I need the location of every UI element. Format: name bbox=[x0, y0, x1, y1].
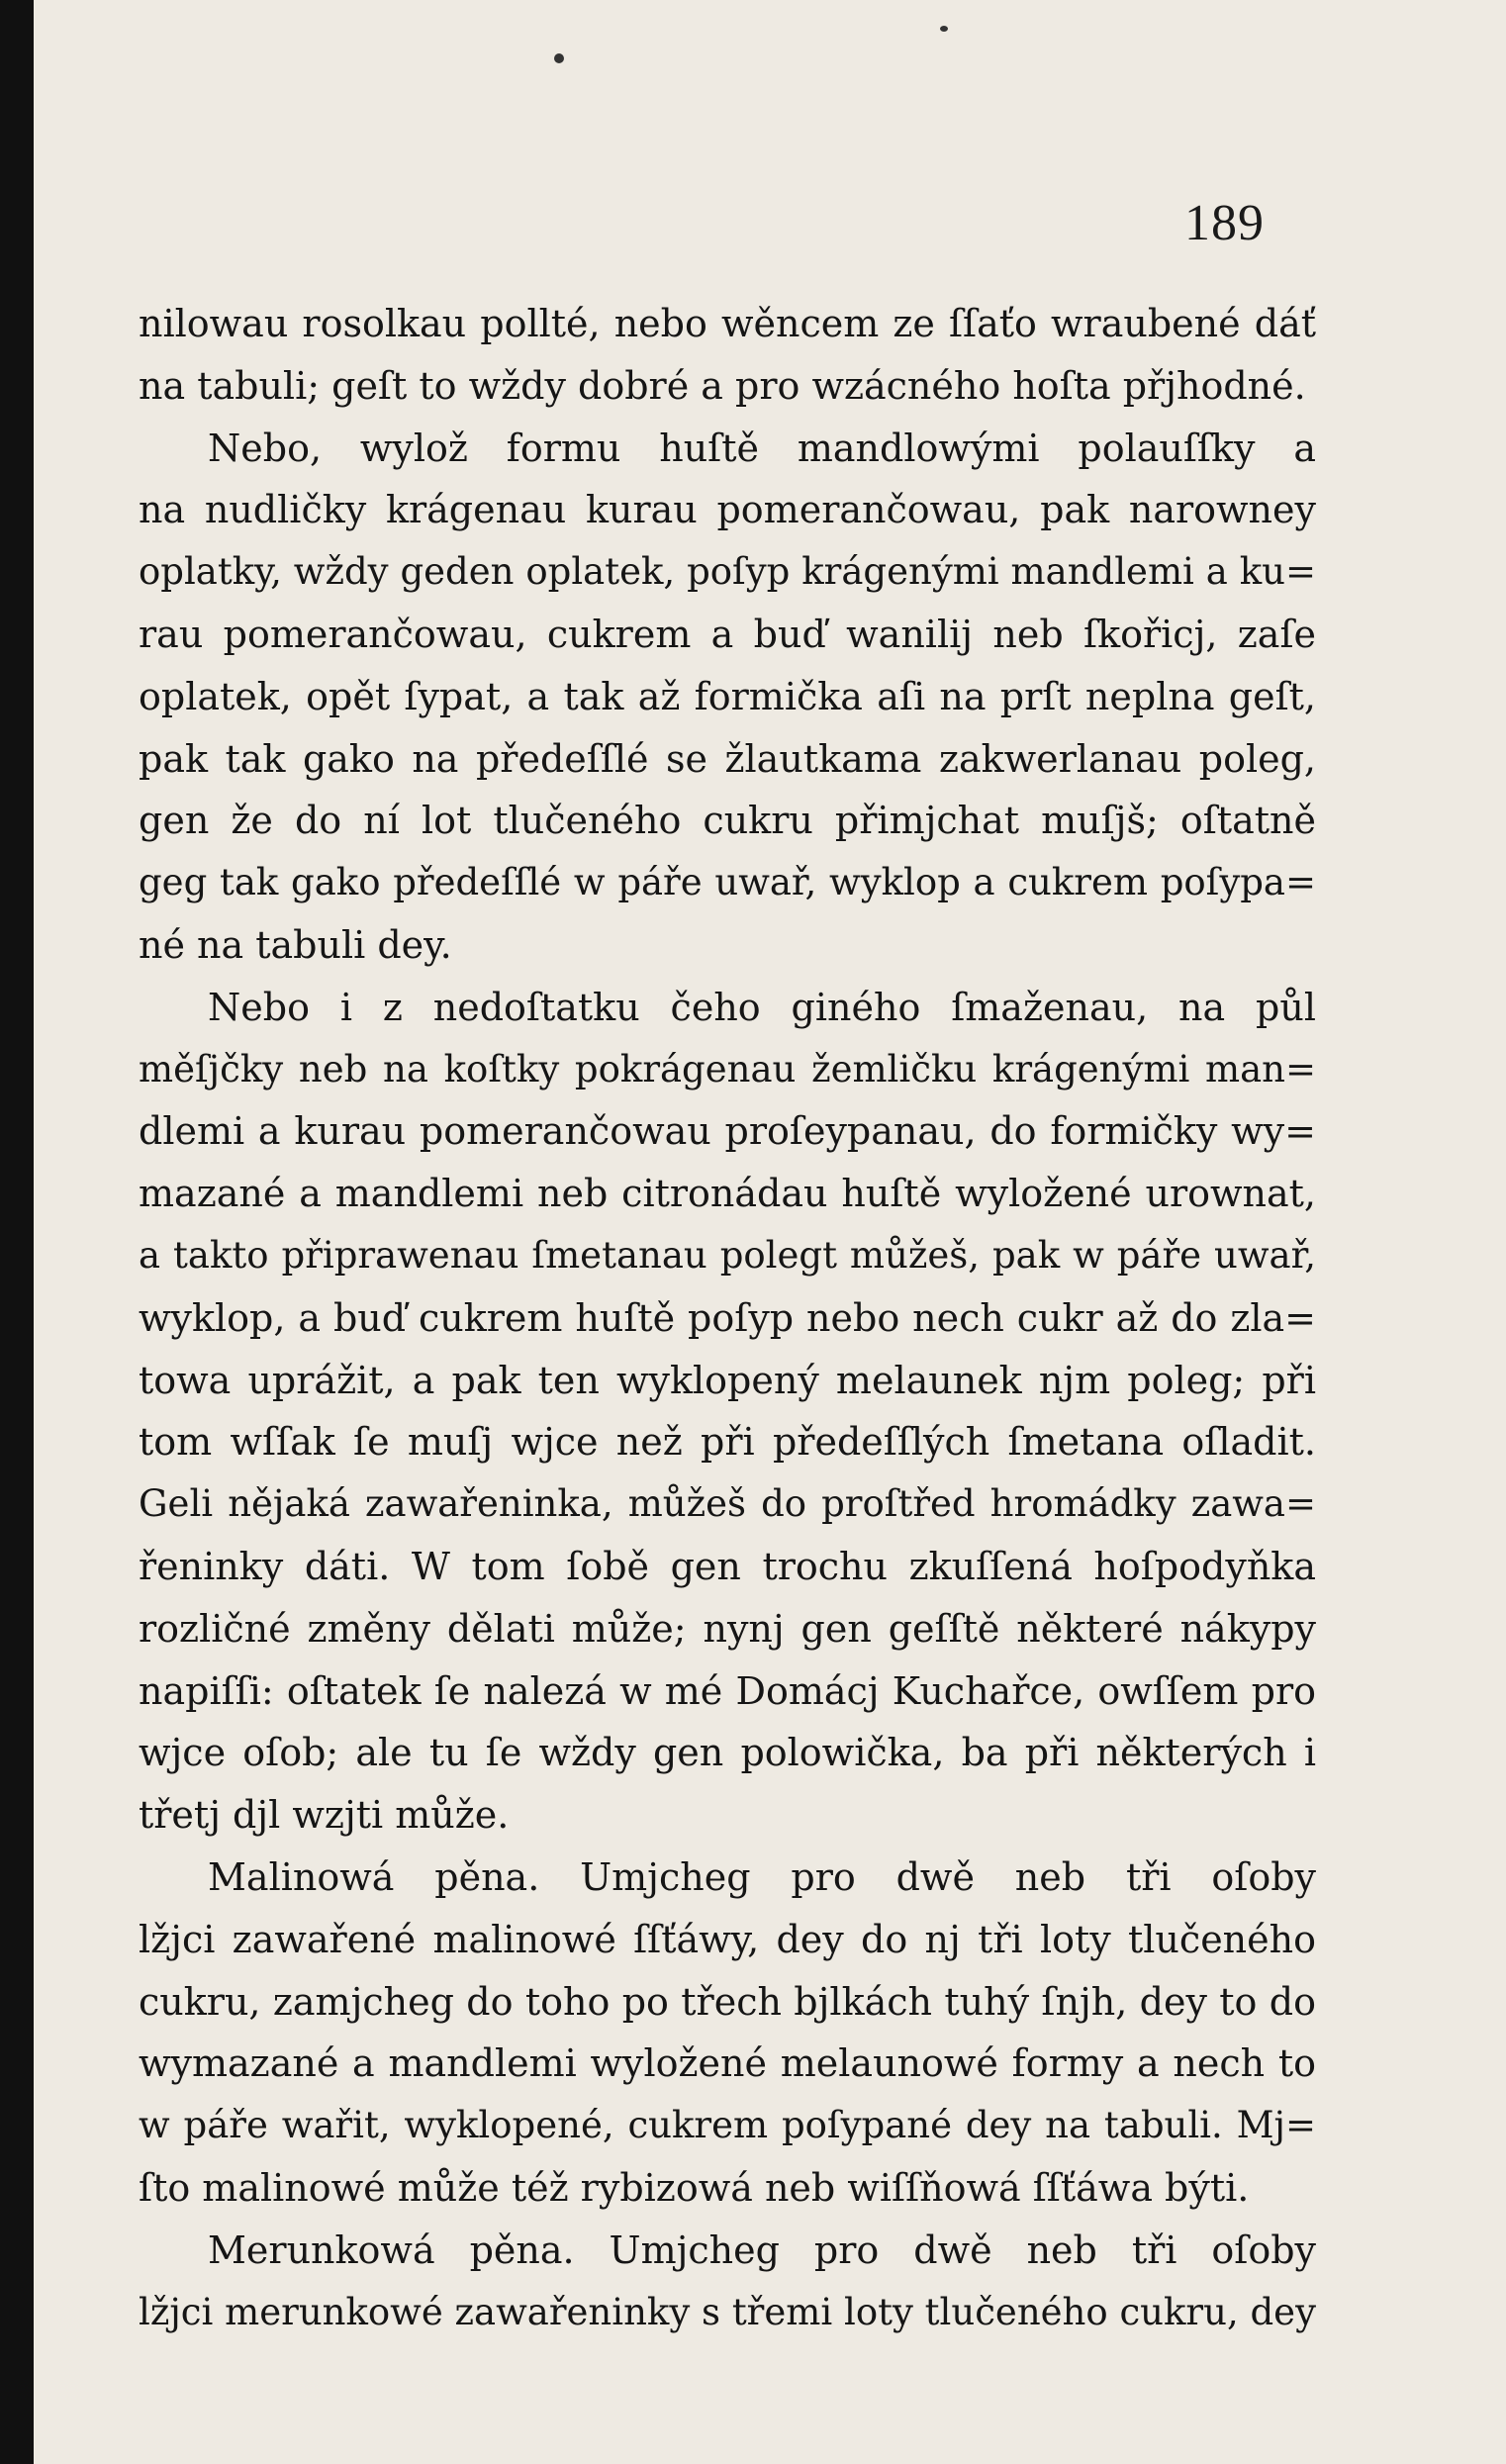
text-line: na tabuli; geſt to wždy dobré a pro wzácného hoſta přjhodné. bbox=[139, 363, 1306, 408]
text-line: né na tabuli dey. bbox=[139, 922, 452, 967]
text-line: řeninky dáti. W tom ſobě gen trochu zkuſſená hoſpodyňka bbox=[139, 1544, 1316, 1588]
text-line: gen že do ní lot tlučeného cukru přimjchat muſjš; oſtatně bbox=[139, 799, 1316, 843]
text-line: cukru, zamjcheg do toho po třech bjlkách tuhý ſnjh, dey to do bbox=[139, 1979, 1316, 2024]
text-line: na nudličky krágenau kurau pomerančowau, pak narowney bbox=[139, 488, 1316, 532]
page-number: 189 bbox=[1184, 195, 1265, 251]
text-line: wyklop, a buď cukrem huſtě poſyp nebo nech cukr až do zla= bbox=[139, 1295, 1316, 1340]
text-line: lžjci zawařené malinowé ſſťáwy, dey do nj tři loty tlučeného bbox=[139, 1917, 1316, 1961]
text-line: lžjci merunkowé zawařeninky s třemi loty tlučeného cukru, dey bbox=[139, 2290, 1316, 2333]
text-line: rau pomerančowau, cukrem a buď wanilij neb ſkořicj, zaſe bbox=[139, 612, 1316, 656]
text-line: dlemi a kurau pomerančowau proſeypanau, do formičky wy= bbox=[139, 1109, 1316, 1154]
text-line: Geli nějaká zawařeninka, můžeš do proſtřed hromádky zawa= bbox=[139, 1482, 1316, 1526]
text-line: mazané a mandlemi neb citronádau huſtě wyložené urownat, bbox=[139, 1172, 1316, 1216]
text-line: měſjčky neb na koſtky pokrágenau žemličku krágenými man= bbox=[139, 1047, 1316, 1090]
paragraph-start-line: Nebo i z nedoſtatku čeho giného ſmaženau, na půl bbox=[208, 985, 1316, 1029]
text-line: wjce oſob; ale tu ſe wždy gen polowička, ba při některých i bbox=[139, 1731, 1316, 1775]
text-line: towa uprážit, a pak ten wyklopený melaunek njm poleg; při bbox=[139, 1358, 1316, 1402]
paragraph-start-line: Nebo, wylož formu huſtě mandlowými polauſſky a bbox=[208, 426, 1316, 470]
book-page bbox=[34, 0, 1506, 2464]
text-line: tom wſſak ſe muſj wjce než při předeſſlých ſmetana oſladit. bbox=[139, 1420, 1316, 1465]
text-line: rozličné změny dělati může; nynj gen geſſtě některé nákypy bbox=[139, 1606, 1316, 1651]
text-line: ſto malinowé může též rybizowá neb wiſſňowá ſſťáwa býti. bbox=[139, 2165, 1250, 2210]
body-text bbox=[139, 293, 1316, 2343]
recipe-heading-line: Malinowá pěna. Umjcheg pro dwě neb tři oſoby bbox=[208, 1854, 1316, 1899]
text-line: oplatek, opět ſypat, a tak až formička aſi na prſt neplna geſt, bbox=[139, 674, 1316, 718]
scan-border bbox=[0, 0, 34, 2464]
recipe-heading-line: Merunkowá pěna. Umjcheg pro dwě neb tři oſoby bbox=[208, 2227, 1316, 2272]
text-line: oplatky, wždy geden oplatek, poſyp krágenými mandlemi a ku= bbox=[139, 550, 1316, 594]
text-line: geg tak gako předeſſlé w páře uwař, wyklop a cukrem poſypa= bbox=[139, 861, 1316, 904]
text-line: nilowau rosolkau pollté, nebo wěncem ze ſſaťo wraubené dáť bbox=[139, 302, 1316, 345]
text-line: w páře wařit, wyklopené, cukrem poſypané dey na tabuli. Mj= bbox=[139, 2104, 1316, 2147]
text-line: pak tak gako na předeſſlé se žlautkama zakwerlanau poleg, bbox=[139, 736, 1316, 781]
text-line: napiſſi: oſtatek ſe nalezá w mé Domácj Kuchařce, owſſem pro bbox=[139, 1668, 1316, 1713]
text-line: třetj djl wzjti může. bbox=[139, 1793, 510, 1838]
text-line: a takto připrawenau ſmetanau polegt můžeš, pak w páře uwař, bbox=[139, 1233, 1316, 1277]
text-line: wymazané a mandlemi wyložené melaunowé formy a nech to bbox=[139, 2041, 1316, 2086]
ink-speck bbox=[554, 53, 564, 63]
ink-speck bbox=[940, 26, 948, 32]
